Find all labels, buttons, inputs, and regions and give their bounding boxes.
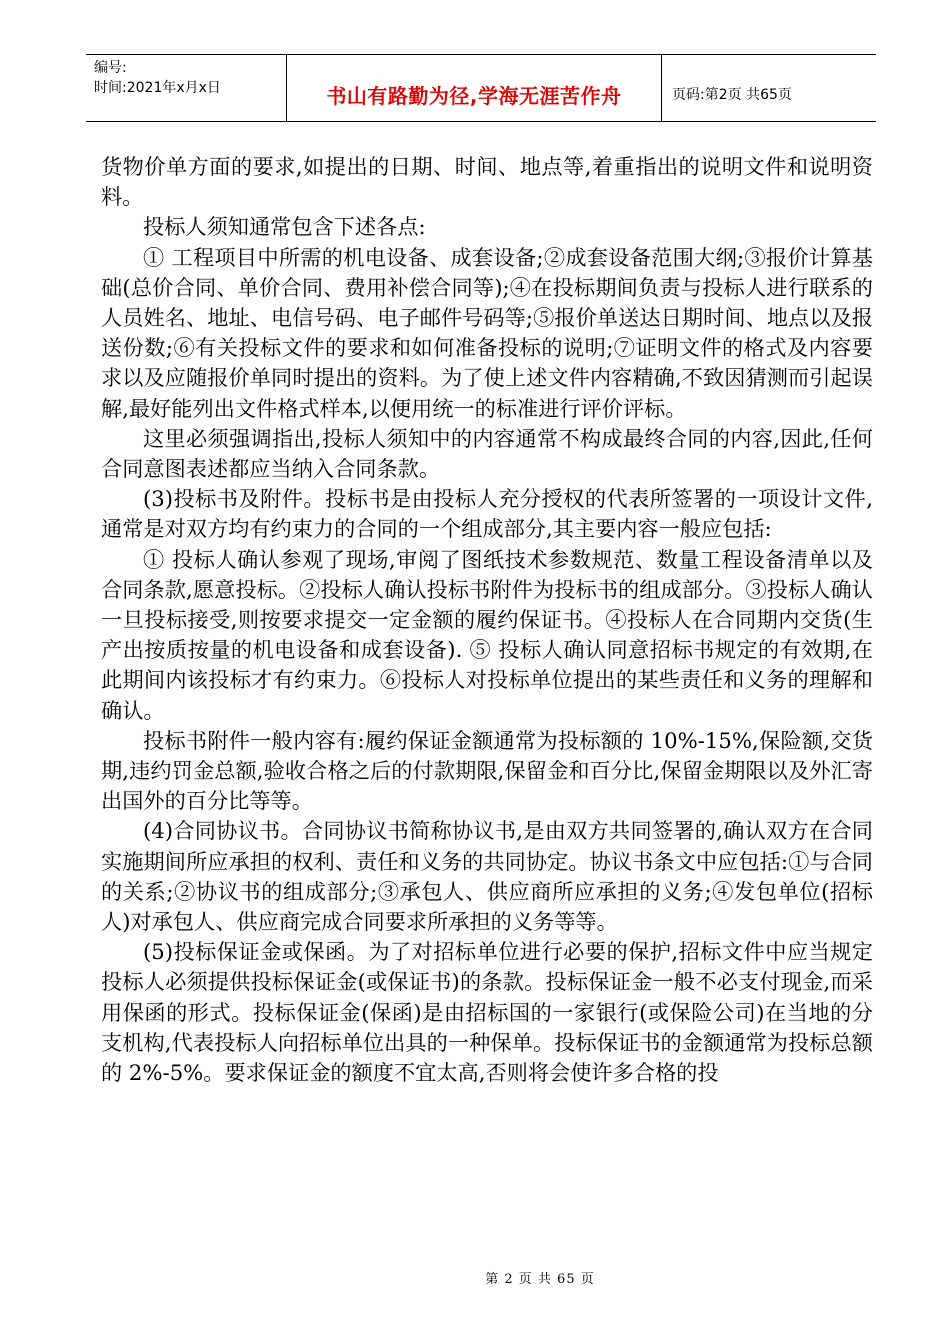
paragraph: 投标人须知通常包含下述各点: xyxy=(143,214,426,240)
document-date: 时间:2021年x月x日 xyxy=(94,80,221,96)
header-motto-cell xyxy=(286,55,662,121)
document-body xyxy=(101,152,873,1088)
header-meta xyxy=(86,55,286,121)
paragraph: (3)投标书及附件。投标书是由投标人充分授权的代表所签署的一项设计文件,通常是对双方均有约束力的合同的一个组成部分,其主要内容一般应包括: xyxy=(101,486,873,542)
header-page-cell xyxy=(662,55,876,121)
paragraph: ① 投标人确认参观了现场,审阅了图纸技术参数规范、数量工程设备清单以及合同条款,愿意投标。②投标人确认投标书附件为投标书的组成部分。③投标人确认一旦投标接受,则按要求提交一定金额的履约保证书。④投标人在合同期内交货(生产出按质按量的机电设备和成套设备). ⑤ 投标人确认同意招标书规定的有效期,在此期间内该投标才有约束力。⑥投标人对投标单位提出的某些责任和义务的理解和确认。 xyxy=(101,546,873,723)
paragraph: 这里必须强调指出,投标人须知中的内容通常不构成最终合同的内容,因此,任何合同意图表述都应当纳入合同条款。 xyxy=(101,425,873,482)
paragraph: ① 工程项目中所需的机电设备、成套设备;②成套设备范围大纲;③报价计算基础(总价合同、单价合同、费用补偿合同等);④在投标期间负责与投标人进行联系的人员姓名、地址、电信号码、电子邮件号码等;⑤报价单送达日期时间、地点以及报送份数;⑥有关投标文件的要求和如何准备投标的说明;⑦证明文件的格式及内容要求以及应随报价单同时提出的资料。为了使上述文件内容精确,不致因猜测而引起误解,最好能列出文件格式样本,以便用统一的标准进行评价评标。 xyxy=(101,244,873,421)
paragraph: (5)投标保证金或保函。为了对招标单位进行必要的保护,招标文件中应当规定投标人必须提供投标保证金(或保证书)的条款。投标保证金一般不必支付现金,而采用保函的形式。投标保证金(保函)是由招标国的一家银行(或保险公司)在当地的分支机构,代表投标人向招标单位出具的一种保单。投标保证书的金额通常为投标总额的 2%-5%。要求保证金的额度不宜太高,否则将会使许多合格的投 xyxy=(101,939,873,1086)
header-page-number: 页码:第2页 共65页 xyxy=(672,87,792,103)
paragraph: (4)合同协议书。合同协议书简称协议书,是由双方共同签署的,确认双方在合同实施期间所应承担的权利、责任和义务的共同协定。协议书条文中应包括:①与合同的关系;②协议书的组成部分;③承包人、供应商所应承担的义务;④发包单位(招标人)对承包人、供应商完成合同要求所承担的义务等等。 xyxy=(101,818,873,935)
header-motto: 书山有路勤为径,学海无涯苦作舟 xyxy=(326,83,622,108)
paragraph: 投标书附件一般内容有:履约保证金额通常为投标额的 10%-15%,保险额,交货期,违约罚金总额,验收合格之后的付款期限,保留金和百分比,保留金期限以及外汇寄出国外的百分比等等。 xyxy=(101,727,873,814)
document-number-label: 编号: xyxy=(94,60,127,76)
paragraph: 货物价单方面的要求,如提出的日期、时间、地点等,着重指出的说明文件和说明资料。 xyxy=(101,154,873,210)
page-footer xyxy=(0,1268,950,1287)
page-header xyxy=(86,54,876,122)
footer-page-number: 第 2 页 共 65 页 xyxy=(485,1272,595,1287)
